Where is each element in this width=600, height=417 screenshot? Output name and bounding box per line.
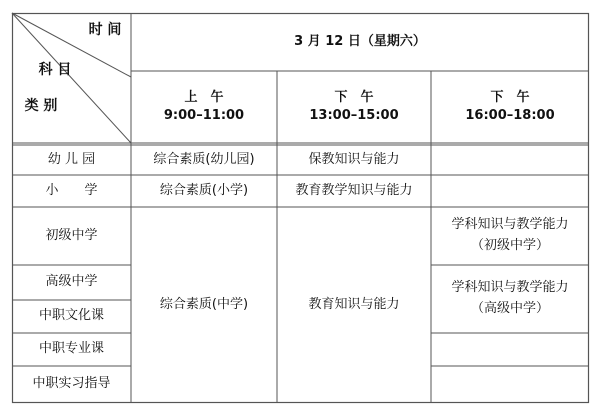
session-time: 16:00–18:00 (465, 108, 555, 123)
date-header: 3 月 12 日（星期六） (294, 33, 426, 49)
category-vocational-internship: 中职实习指导 (32, 376, 111, 392)
session-period: 下 午 (334, 89, 374, 105)
session-period: 下 午 (490, 89, 530, 105)
subject-senior-late-line1: 学科知识与教学能力 (451, 280, 569, 296)
corner-category-label: 类 别 (24, 97, 58, 114)
session-header-morning (131, 71, 277, 143)
subject-junior-late-line2: （初级中学） (470, 238, 549, 253)
category-senior-middle: 高级中学 (45, 274, 98, 290)
subject-middle-am: 综合素质(中学) (159, 296, 249, 312)
corner-time-label: 时 间 (88, 21, 122, 38)
session-time: 13:00–15:00 (309, 108, 399, 123)
corner-subject-label: 科 目 (38, 61, 72, 78)
subject-junior-late-line1: 学科知识与教学能力 (451, 217, 569, 233)
exam-schedule-table (12, 13, 589, 403)
category-kindergarten: 幼 儿 园 (47, 151, 96, 167)
category-vocational-major: 中职专业课 (38, 341, 104, 357)
session-period: 上 午 (184, 89, 224, 105)
session-header-afternoon-1 (277, 71, 431, 143)
session-header-afternoon-2 (431, 71, 589, 143)
subject-senior-late-line2: （高级中学） (470, 301, 549, 316)
category-primary: 小 学 (45, 182, 98, 198)
subject-kindergarten-pm: 保教知识与能力 (308, 151, 400, 167)
subject-middle-pm: 教育知识与能力 (308, 296, 400, 312)
category-vocational-culture: 中职文化课 (38, 308, 104, 324)
subject-primary-am: 综合素质(小学) (159, 182, 249, 198)
subject-junior-late (431, 207, 589, 265)
session-time: 9:00–11:00 (163, 108, 245, 123)
subject-kindergarten-am: 综合素质(幼儿园) (153, 151, 255, 167)
category-junior-middle: 初级中学 (45, 227, 98, 243)
subject-senior-late (431, 265, 589, 333)
subject-primary-pm: 教育教学知识与能力 (295, 182, 413, 198)
